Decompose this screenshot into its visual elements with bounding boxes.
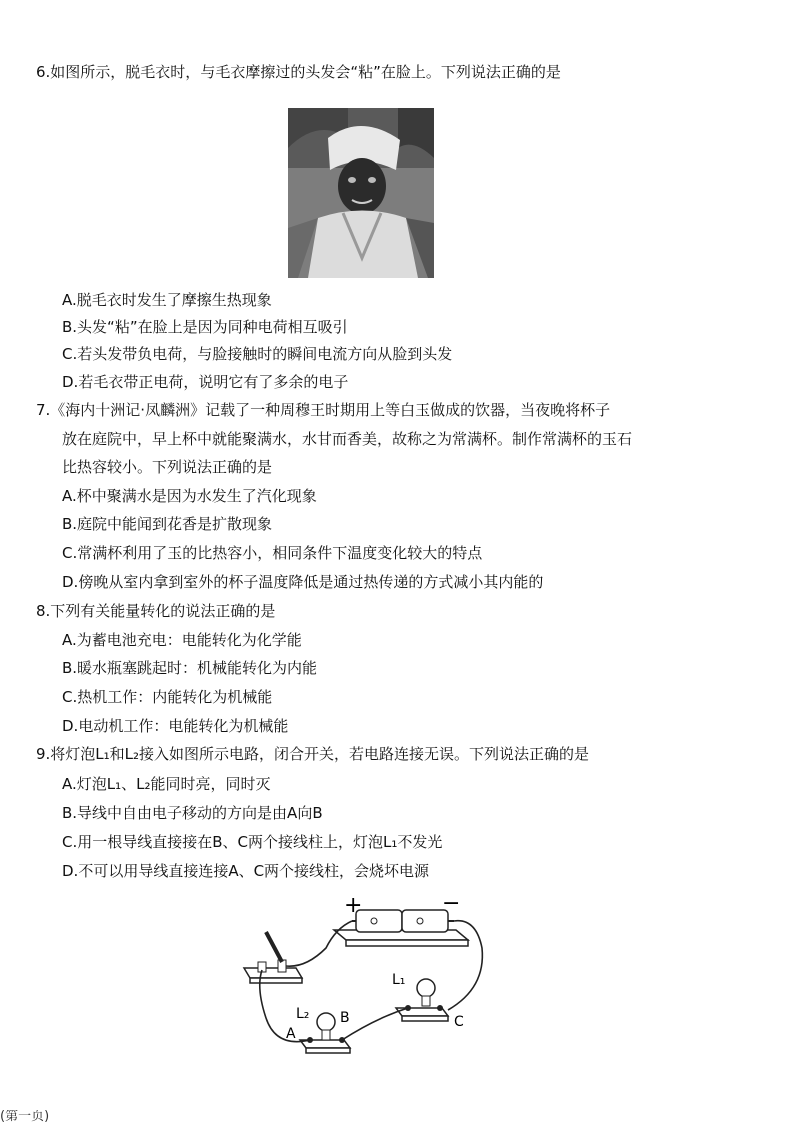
lamp-l2-label: L₂ [296, 1006, 310, 1022]
q7-stem-line-1: 7.《海内十洲记·凤麟洲》记载了一种周穆王时期用上等白玉做成的饮器，当夜晚将杯子 [36, 401, 611, 419]
battery-plus-label: + [344, 893, 363, 918]
q6-option-b: B.头发“粘”在脸上是因为同种电荷相互吸引 [62, 318, 348, 336]
q6-option-a: A.脱毛衣时发生了摩擦生热现象 [62, 291, 272, 309]
terminal-a-label: A [286, 1026, 296, 1042]
sweater-photo [288, 108, 434, 278]
q9-option-a: A.灯泡L₁、L₂能同时亮，同时灭 [62, 775, 271, 793]
q7-option-b: B.庭院中能闻到花香是扩散现象 [62, 515, 273, 533]
q7-option-c: C.常满杯利用了玉的比热容小，相同条件下温度变化较大的特点 [62, 544, 483, 562]
q9-option-c: C.用一根导线直接接在B、C两个接线柱上，灯泡L₁不发光 [62, 833, 443, 851]
q7-stem-line-2: 放在庭院中，早上杯中就能聚满水，水甘而香美，故称之为常满杯。制作常满杯的玉石 [62, 430, 633, 448]
q6-option-d: D.若毛衣带正电荷，说明它有了多余的电子 [62, 373, 349, 391]
page-footer: (第一页) [0, 1110, 50, 1123]
q8-option-a: A.为蓄电池充电：电能转化为化学能 [62, 631, 302, 649]
switch [244, 932, 302, 983]
q7-option-d: D.傍晚从室内拿到室外的杯子温度降低是通过热传递的方式减小其内能的 [62, 573, 544, 591]
sweater-photo-image [288, 108, 434, 278]
q8-option-c: C.热机工作：内能转化为机械能 [62, 688, 273, 706]
q7-stem-line-3: 比热容较小。下列说法正确的是 [62, 458, 273, 476]
battery-minus-label: − [442, 891, 461, 916]
lamp-l1-label: L₁ [392, 972, 406, 988]
q6-option-c: C.若头发带负电荷，与脸接触时的瞬间电流方向从脸到头发 [62, 345, 453, 363]
circuit-diagram [236, 888, 496, 1078]
q9-stem: 9.将灯泡L₁和L₂接入如图所示电路，闭合开关，若电路连接无误。下列说法正确的是 [36, 745, 590, 763]
terminal-b-label: B [340, 1010, 350, 1026]
q8-option-d: D.电动机工作：电能转化为机械能 [62, 717, 289, 735]
terminal-c-label: C [454, 1014, 464, 1030]
q8-stem: 8.下列有关能量转化的说法正确的是 [36, 602, 276, 620]
q6-stem: 6.如图所示，脱毛衣时，与毛衣摩擦过的头发会“粘”在脸上。下列说法正确的是 [36, 63, 561, 81]
q7-option-a: A.杯中聚满水是因为水发生了汽化现象 [62, 487, 317, 505]
q9-option-d: D.不可以用导线直接连接A、C两个接线柱，会烧坏电源 [62, 862, 430, 880]
q8-option-b: B.暖水瓶塞跳起时：机械能转化为内能 [62, 659, 318, 677]
q9-option-b: B.导线中自由电子移动的方向是由A向B [62, 804, 323, 822]
